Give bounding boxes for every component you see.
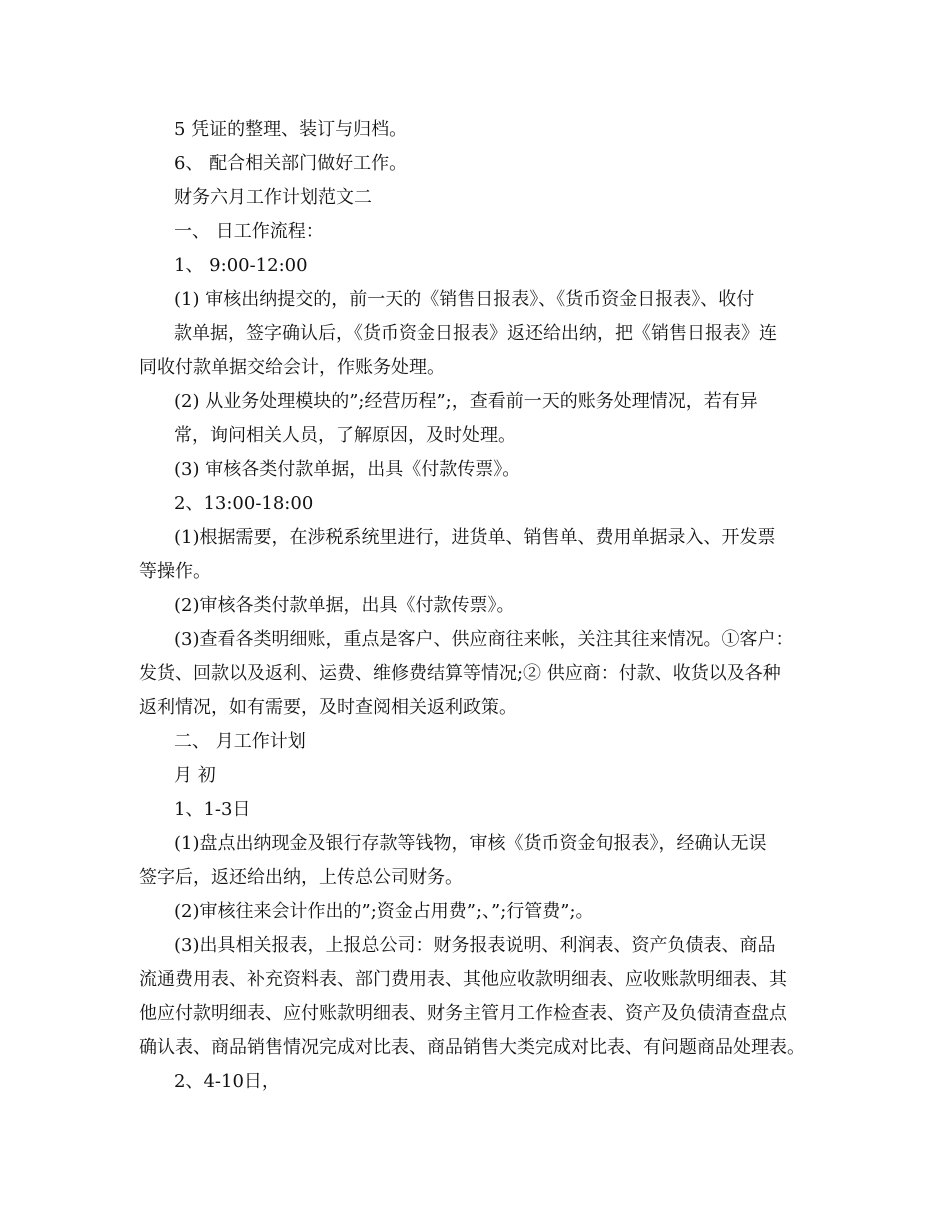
text-line: (3) 审核各类付款单据，出具《付款传票》。 (174, 459, 521, 480)
text-line: 发货、回款以及返利、运费、维修费结算等情况;② 供应商：付款、收货以及各种 (139, 663, 781, 684)
text-line: 常，询问相关人员，了解原因，及时处理。 (174, 425, 516, 446)
text-line: 1、1-3日 (174, 799, 251, 820)
text-line: 2、13:00-18:00 (174, 493, 314, 514)
text-line: 款单据，签字确认后，《货币资金日报表》返还给出纳，把《销售日报表》连 (174, 323, 777, 344)
text-line: (1)盘点出纳现金及银行存款等钱物，审核《货币资金旬报表》，经确认无误 (174, 833, 767, 854)
text-line: 5 凭证的整理、装订与归档。 (174, 119, 408, 140)
text-line: (1)根据需要，在涉税系统里进行，进货单、销售单、费用单据录入、开发票 (174, 527, 776, 548)
text-line: (2)审核各类付款单据，出具《付款传票》。 (174, 595, 515, 616)
text-line: (3)查看各类明细账，重点是客户、供应商往来帐，关注其往来情况。①客户： (174, 629, 794, 650)
text-line: 6、 配合相关部门做好工作。 (174, 153, 408, 174)
section-heading: 二、 月工作计划 (174, 731, 306, 752)
text-line: (1) 审核出纳提交的，前一天的《销售日报表》、《货币资金日报表》、收付 (174, 289, 755, 310)
text-line: 月 初 (174, 765, 216, 786)
text-line: 签字后，返还给出纳，上传总公司财务。 (139, 867, 463, 888)
section-heading: 一、 日工作流程： (174, 221, 324, 242)
text-line: 流通费用表、补充资料表、部门费用表、其他应收款明细表、应收账款明细表、其 (139, 969, 787, 990)
text-line: 1、 9:00-12:00 (174, 255, 308, 276)
text-line: 同收付款单据交给会计，作账务处理。 (139, 357, 445, 378)
text-line: 等操作。 (139, 561, 211, 582)
text-line: (2) 从业务处理模块的”;经营历程”;，查看前一天的账务处理情况，若有异 (174, 391, 758, 412)
text-line: 他应付款明细表、应付账款明细表、财务主管月工作检查表、资产及负债清查盘点 (139, 1003, 787, 1024)
text-line: (2)审核往来会计作出的”;资金占用费”;、”;行管费”;。 (174, 901, 594, 922)
text-line: (3)出具相关报表，上报总公司：财务报表说明、利润表、资产负债表、商品 (174, 935, 776, 956)
text-line: 确认表、商品销售情况完成对比表、商品销售大类完成对比表、有问题商品处理表。 (139, 1037, 805, 1058)
section-heading: 财务六月工作计划范文二 (174, 187, 372, 208)
text-line: 2、4-10日， (174, 1071, 280, 1092)
text-line: 返利情况，如有需要，及时查阅相关返利政策。 (139, 697, 517, 718)
